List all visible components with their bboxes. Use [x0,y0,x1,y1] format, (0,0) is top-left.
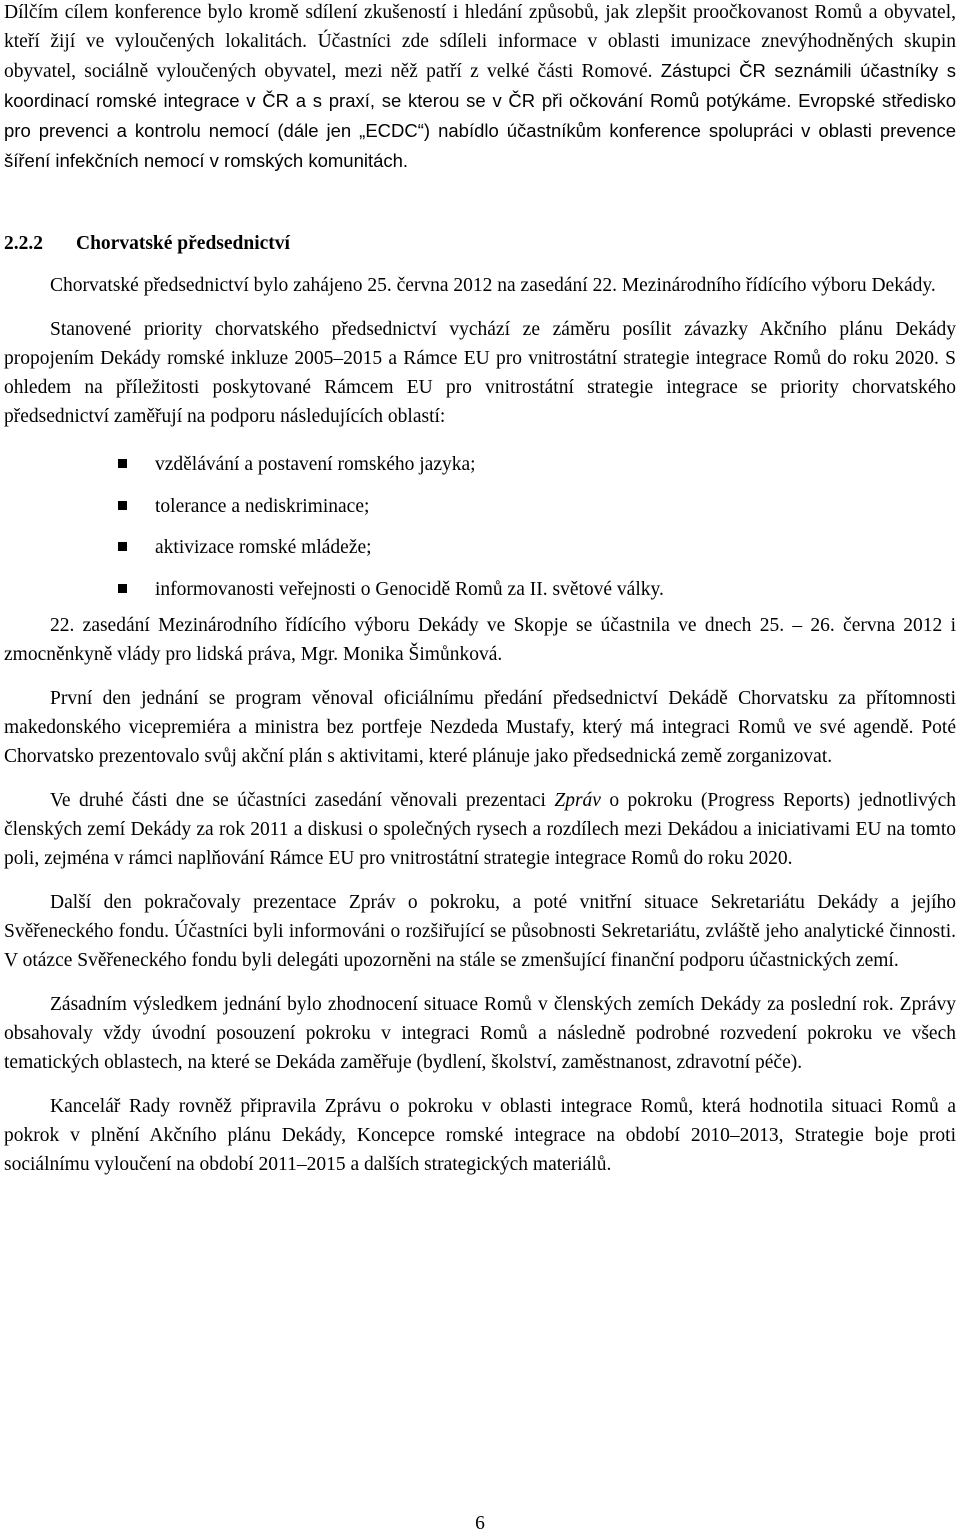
paragraph-6: Další den pokračovaly prezentace Zpráv o pokroku, a poté vnitřní situace Sekretariátu Dekády a jejího Svěřeneckého fondu. Účastníci byli informováni o rozšiřující se působnosti Sekretariátu, zvláště jeho analytické činnosti. V otázce Svěřeneckého fondu byli delegáti upozorněni na stále se zmenšující finanční podporu účastnických zemí. [4,892,956,971]
list-item [118,575,956,604]
intro-paragraph [4,0,956,176]
intro-sentence-1: Dílčím cílem konference bylo kromě sdílení zkušeností i hledání způsobů, jak zlepšit proočkovanost Romů a obyvatel, kteří žijí ve vyloučených lokalitách. Účastníci zde sdíleli informace v oblasti imunizace znevýhodněných skupin obyvatel, sociálně vyloučených obyvatel, mezi něž patří z velké části Romové. [4,2,956,82]
paragraph-5-start: Ve druhé části dne se účastníci zasedání věnovali prezentaci [50,790,555,811]
list-item-text: informovanosti veřejnosti o Genocidě Romů za II. světové války. [155,578,664,600]
intro-sentence-3: Evropské středisko pro prevenci a kontrolu nemocí (dále jen „ECDC“) nabídlo účastníkům konference spolupráci v oblasti prevence šíření infekčních nemocí v romských komunitách. [4,90,956,171]
list-item-text: tolerance a nediskriminace; [155,495,370,517]
list-item-text: aktivizace romské mládeže; [155,537,372,558]
paragraph-5-italic: Zpráv [554,790,601,811]
page-number: 6 [475,1513,485,1534]
intro-sentence-2: Zástupci ČR seznámili účastníky s koordinací romské integrace v ČR a s praxí, se kterou se v ČR při očkování Romů potýkáme. [4,60,956,111]
square-bullet-icon [118,459,127,468]
paragraph-1: Chorvatské předsednictví bylo zahájeno 25. června 2012 na zasedání 22. Mezinárodního řídícího výboru Dekády. [50,275,936,296]
paragraph-3: 22. zasedání Mezinárodního řídícího výboru Dekády ve Skopje se účastnila ve dnech 25. – 26. června 2012 i zmocněnkyně vlády pro lidská práva, Mgr. Monika Šimůnková. [4,615,956,665]
list-item [118,450,956,479]
paragraph-5-end: o pokroku (Progress Reports) jednotlivých členských zemí Dekády za rok 2011 a diskusi o společných rysech a rozdílech mezi Dekádou a iniciativami EU na tomto poli, zejména v rámci naplňování Rámce EU pro vnitrostátní strategie integrace Romů do roku 2020. [4,790,956,869]
paragraph-8: Kancelář Rady rovněž připravila Zprávu o pokroku v oblasti integrace Romů, která hodnotila situaci Romů a pokrok v plnění Akčního plánu Dekády, Koncepce romské integrace na období 2010–2013, Strategie boje proti sociálnímu vyloučení na období 2011–2015 a dalších strategických materiálů. [4,1096,956,1175]
paragraph-4: První den jednání se program věnoval oficiálnímu předání předsednictví Dekádě Chorvatsku za přítomnosti makedonského vicepremiéra a ministra bez portfeje Nezdeda Mustafy, který má integraci Romů ve své agendě. Poté Chorvatsko prezentovalo svůj akční plán s aktivitami, které plánuje jako předsednická země zorganizovat. [4,688,956,767]
section-number: 2.2.2 [4,233,43,254]
paragraph-2: Stanovené priority chorvatského předsednictví vychází ze záměru posílit závazky Akčního plánu Dekády propojením Dekády romské inkluze 2005–2015 a Rámce EU pro vnitrostátní strategie integrace Romů do roku 2020. S ohledem na příležitosti poskytované Rámcem EU pro vnitrostátní strategie integrace se priority chorvatského předsednictví zaměřují na podporu následujících oblastí: [4,319,956,427]
section-heading [4,229,956,258]
document-page [4,0,956,1179]
list-item [118,533,956,562]
paragraph-5 [4,786,956,873]
paragraph-7: Zásadním výsledkem jednání bylo zhodnocení situace Romů v členských zemích Dekády za poslední rok. Zprávy obsahovaly vždy úvodní posouzení pokroku v integraci Romů a následně podrobné rozvedení pokroku ve všech tematických oblastech, na které se Dekáda zaměřuje (bydlení, školství, zaměstnanost, zdravotní péče). [4,994,956,1073]
priority-list [4,450,956,604]
square-bullet-icon [118,584,127,593]
list-item [118,492,956,521]
square-bullet-icon [118,501,127,510]
list-item-text: vzdělávání a postavení romského jazyka; [155,454,476,475]
section-title: Chorvatské předsednictví [76,233,290,254]
square-bullet-icon [118,542,127,551]
